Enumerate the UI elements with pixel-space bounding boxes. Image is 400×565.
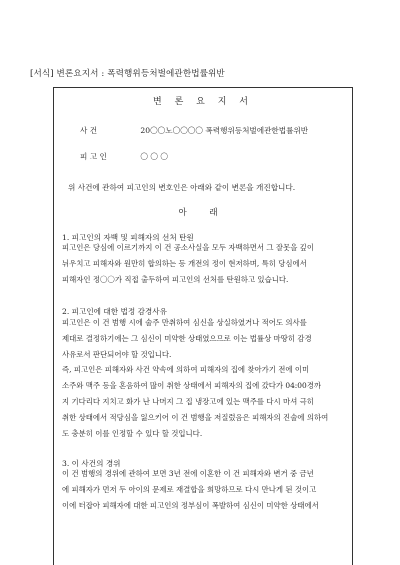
case-row — [80, 125, 308, 136]
document-title: 변 론 요 지 서 — [153, 97, 253, 107]
body-line: 피해자인 정〇〇가 직접 출두하여 피고인의 선처를 탄원하고 있습니다. — [62, 274, 289, 284]
case-label: 사 건 — [80, 126, 98, 135]
defendant-label: 피 고 인 — [80, 152, 107, 161]
intro-text: 위 사건에 관하여 피고인의 변호인은 아래와 같이 변론을 개진합니다. — [68, 183, 296, 192]
body-line: 취한 상태에서 적당심을 잃으키어 이 건 범행을 저질렀음은 피해자의 진술에 의하여 — [62, 412, 329, 422]
body-line: 피고인은 이 건 범행 시에 술주 만취하여 심신을 상실하였거나 적어도 의사를 — [62, 318, 307, 327]
defendant-value: 〇 〇 〇 — [140, 152, 169, 161]
section-3-title: 3. 이 사건의 경위 — [62, 459, 121, 468]
document-box — [53, 87, 353, 565]
body-line: 지 기다리다 지치고 화가 난 나머지 그 집 냉장고에 있는 맥주를 다시 마셔 극히 — [62, 396, 314, 406]
body-line: 즉, 피고인은 피해자와 사건 약속에 의하여 피해자의 집에 찾아가기 전에 이미 — [62, 365, 310, 375]
body-line: 에 피해자가 먼저 두 아이의 문제로 재결합을 희망하므로 다시 만나게 된 것이고 — [62, 484, 317, 494]
section-1-title: 1. 피고인의 자백 및 피해자의 선처 탄원 — [62, 233, 194, 242]
section-1-body — [62, 240, 348, 287]
body-line: 소주와 맥주 등을 혼음하여 많이 취한 상태에서 피해자의 집에 갔다가 04:00경까 — [62, 381, 321, 391]
section-2-title: 2. 피고인에 대한 법정 감경사유 — [62, 307, 167, 316]
defendant-row — [80, 151, 168, 162]
section-3-body — [62, 466, 348, 513]
body-line: 뉘우치고 피해자와 원만히 합의하는 등 개전의 정이 현저하며, 특히 당심에서 — [62, 258, 307, 268]
form-caption: [서식] 변론요지서 : 폭력행위등처벌에관한법률위반 — [30, 69, 225, 79]
body-line: 이 건 범행의 경위에 관하여 보면 3년 전에 이혼한 이 건 피해자와 변거 중 금년 — [62, 469, 314, 478]
body-line: 이에 터잡아 피해자에 대한 피고인의 정부심이 폭발하여 심신이 미약한 상태에서 — [62, 500, 319, 510]
case-value: 20〇〇노〇〇〇〇 폭력행위등처벌에관한법률위반 — [140, 126, 309, 135]
section-2-body — [62, 315, 348, 441]
body-line: 도 충분히 이를 인정할 수 있다 할 것입니다. — [62, 428, 203, 438]
body-line: 사유로서 판단되어야 할 것입니다. — [62, 349, 172, 359]
body-line: 제대로 결정하기에는 그 심신이 미약한 상태였으므로 이는 법률상 마땅히 감경 — [62, 333, 312, 343]
body-line: 피고인은 당심에 이르기까지 이 건 공소사실을 모두 자백하면서 그 잘못을 깊이 — [62, 243, 314, 252]
section-heading: 아 래 — [178, 208, 228, 218]
